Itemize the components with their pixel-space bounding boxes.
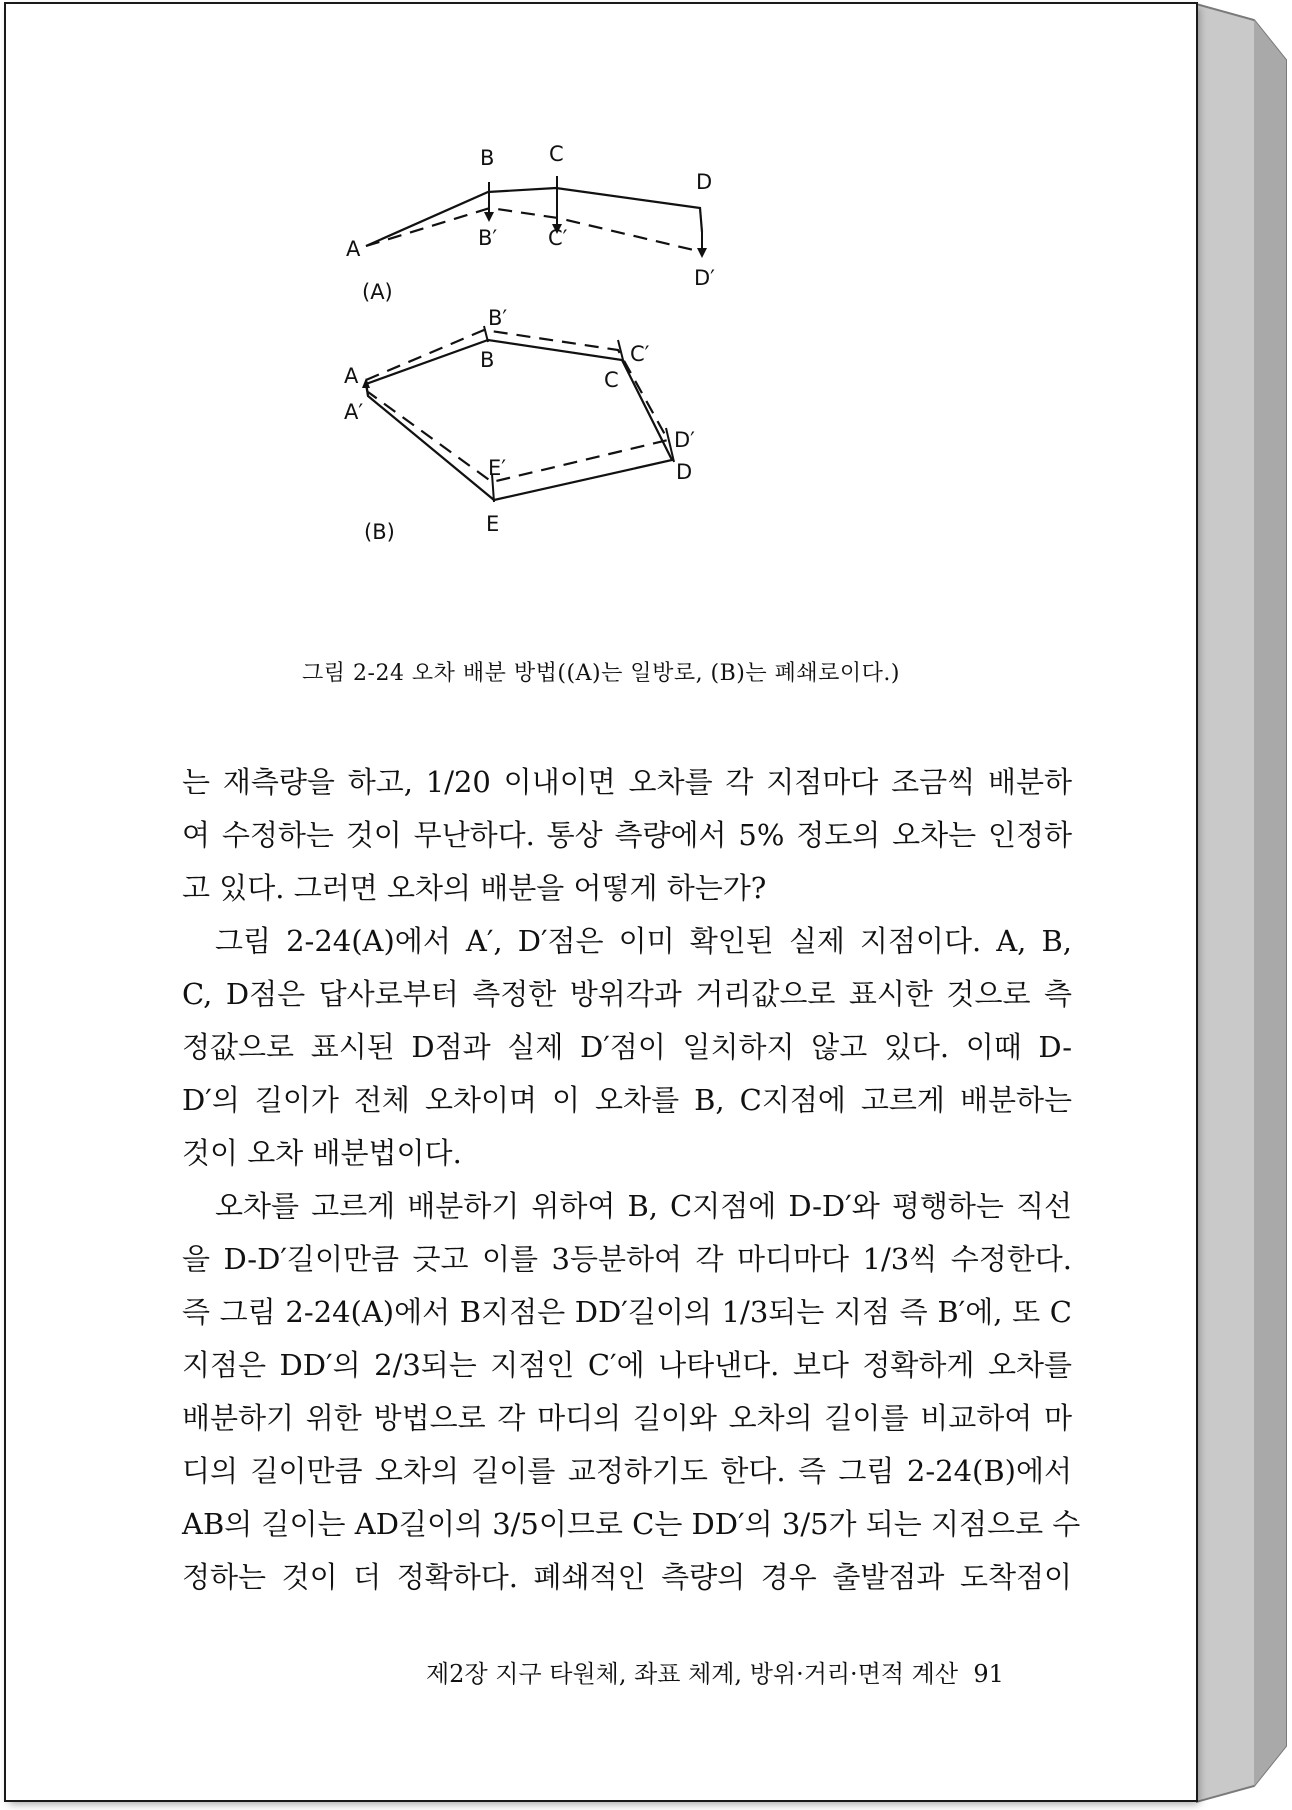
body-line: D′의 길이가 전체 오차이며 이 오차를 B, C지점에 고르게 배분하는 (182, 1083, 1072, 1117)
label-panel-b-A-prime: A′ (344, 400, 364, 424)
body-line: 고 있다. 그러면 오차의 배분을 어떻게 하는가? (182, 871, 767, 905)
body-line: 는 재측량을 하고, 1/20 이내이면 오차를 각 지점마다 조금씩 배분하 (182, 765, 1072, 799)
body-line: 그림 2-24(A)에서 A′, D′점은 이미 확인된 실제 지점이다. A, B, (215, 924, 1072, 958)
label-panel-a-A: A (346, 237, 361, 261)
panel-a-measured-line (366, 188, 702, 246)
body-line: 오차를 고르게 배분하기 위하여 B, C지점에 D-D′와 평행하는 직선 (215, 1189, 1072, 1223)
label-panel-b-B-prime: B′ (488, 306, 508, 330)
body-line: 것이 오차 배분법이다. (182, 1136, 462, 1170)
figure-caption: 그림 2-24 오차 배분 방법((A)는 일방로, (B)는 폐쇄로이다.) (302, 661, 900, 686)
label-panel-a-B-prime: B′ (478, 226, 498, 250)
label-panel-a-C-prime: C′ (548, 226, 568, 250)
body-line: C, D점은 답사로부터 측정한 방위각과 거리값으로 표시한 것으로 측 (182, 977, 1072, 1011)
label-panel-a-tag: (A) (362, 280, 393, 304)
book-page (6, 4, 1196, 1800)
page-footer (426, 1654, 1004, 1689)
label-panel-b-B: B (480, 348, 495, 372)
figure-diagram (356, 144, 936, 614)
body-line: 배분하기 위한 방법으로 각 마디의 길이와 오차의 길이를 비교하여 마 (182, 1401, 1072, 1435)
body-line: 지점은 DD′의 2/3되는 지점인 C′에 나타낸다. 보다 정확하게 오차를 (182, 1348, 1072, 1382)
panel-b-corrected-polygon (366, 330, 668, 482)
label-panel-b-C-prime: C′ (630, 342, 650, 366)
body-line: 정하는 것이 더 정확하다. 폐쇄적인 측량의 경우 출발점과 도착점이 (182, 1560, 1072, 1594)
body-line: AB의 길이는 AD길이의 3/5이므로 C는 DD′의 3/5가 되는 지점으로 수 (182, 1507, 1081, 1541)
label-panel-b-D: D (676, 460, 693, 484)
label-panel-b-E-prime: E′ (488, 456, 507, 480)
page-number: 91 (973, 1660, 1004, 1688)
body-line: 을 D-D′길이만큼 긋고 이를 3등분하여 각 마디마다 1/3씩 수정한다. (182, 1242, 1072, 1276)
body-line: 여 수정하는 것이 무난하다. 통상 측량에서 5% 정도의 오차는 인정하 (182, 818, 1072, 852)
body-line: 디의 길이만큼 오차의 길이를 교정하기도 한다. 즉 그림 2-24(B)에서 (182, 1454, 1072, 1488)
label-panel-a-D: D (696, 170, 713, 194)
figure-2-24 (344, 142, 936, 644)
panel-a-corrected-line (366, 208, 702, 252)
label-panel-a-C: C (549, 142, 564, 166)
body-line: 정값으로 표시된 D점과 실제 D′점이 일치하지 않고 있다. 이때 D- (182, 1030, 1072, 1064)
body-line: 즉 그림 2-24(A)에서 B지점은 DD′길이의 1/3되는 지점 즉 B′에, 또 C (182, 1295, 1072, 1329)
label-panel-b-D-prime: D′ (674, 428, 695, 452)
body-text (182, 756, 1081, 1604)
label-panel-a-D-prime: D′ (694, 266, 715, 290)
book-edge-shape (1196, 0, 1292, 1806)
label-panel-a-B: B (480, 146, 495, 170)
book-edge (1196, 0, 1292, 1806)
label-panel-b-E: E (486, 512, 500, 536)
label-panel-b-A: A (344, 364, 359, 388)
running-head: 제2장 지구 타원체, 좌표 체계, 방위·거리·면적 계산 (426, 1660, 959, 1688)
label-panel-b-C: C (604, 368, 619, 392)
label-panel-b-tag: (B) (364, 520, 395, 544)
